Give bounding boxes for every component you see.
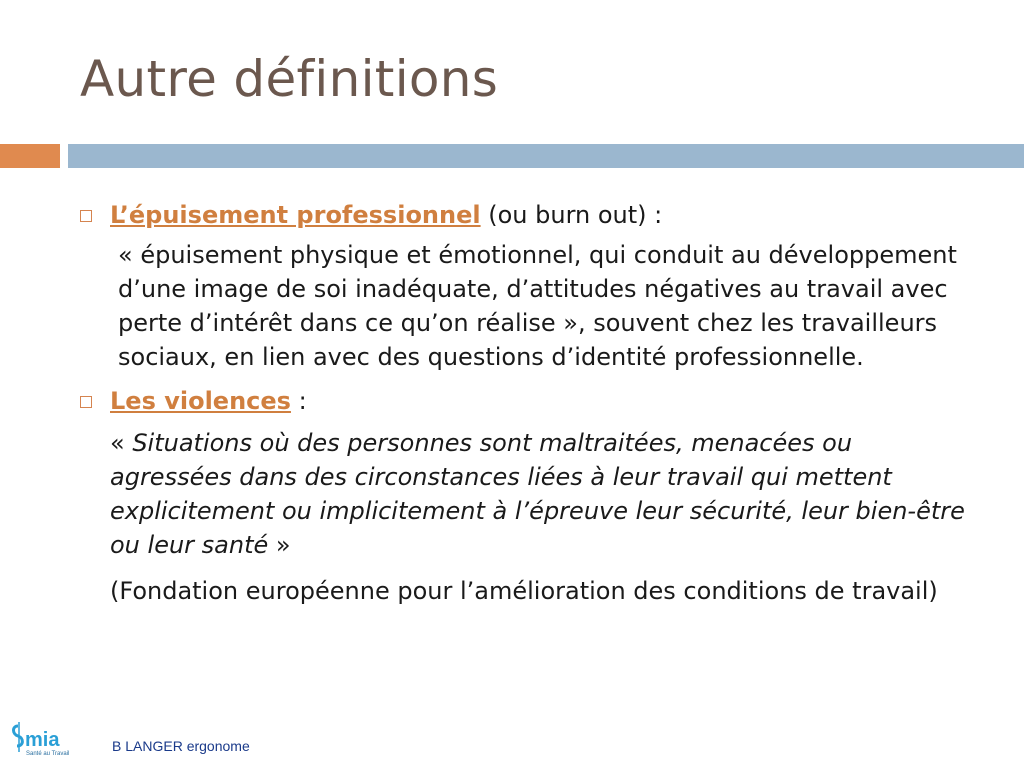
smia-logo xyxy=(8,720,74,760)
footer-author: B LANGER ergonome xyxy=(112,738,250,754)
quote-open: « xyxy=(110,429,133,457)
square-bullet-icon xyxy=(80,396,92,408)
accent-bar-blue xyxy=(68,144,1024,168)
accent-bar-orange xyxy=(0,144,60,168)
term-burnout-suffix: (ou burn out) : xyxy=(480,201,663,229)
term-violences: Les violences xyxy=(110,387,291,415)
definition-burnout: « épuisement physique et émotionnel, qui conduit au développement d’une image de soi inadéquate, d’attitudes négatives au travail avec perte d’intérêt dans ce qu’on réalise », souvent chez les travailleurs sociaux, en lien avec des questions d’identité professionnelle. xyxy=(118,241,957,371)
square-bullet-icon xyxy=(80,210,92,222)
definition-source: (Fondation européenne pour l’amélioration des conditions de travail) xyxy=(110,577,938,605)
svg-text:mia: mia xyxy=(25,729,60,751)
bullet-item-burnout xyxy=(76,198,976,232)
definition-violences-text: Situations où des personnes sont maltraitées, menacées ou agressées dans des circonstances liées à leur travail qui mettent explicitement ou implicitement à l’épreuve leur sécurité, leur bien-être ou leur santé xyxy=(110,429,965,559)
quote-close: » xyxy=(268,531,291,559)
slide-content xyxy=(76,198,976,608)
definition-violences xyxy=(76,426,976,562)
term-violences-suffix: : xyxy=(290,387,307,415)
slide-title: Autre définitions xyxy=(80,50,499,108)
term-burnout: L’épuisement professionnel xyxy=(110,201,481,229)
svg-text:Santé au Travail: Santé au Travail xyxy=(26,751,70,757)
bullet-item-violences xyxy=(76,384,976,418)
